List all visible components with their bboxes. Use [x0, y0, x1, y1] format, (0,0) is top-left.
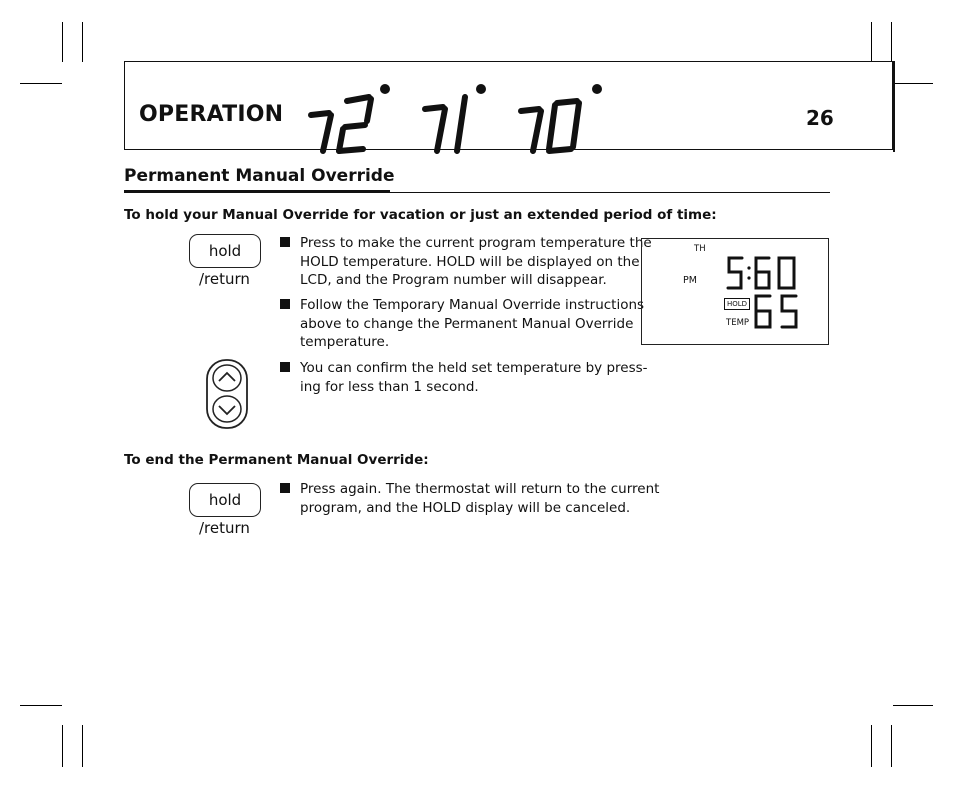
header-reading-72 [311, 97, 371, 151]
return-label: /return [199, 270, 250, 288]
lcd-temperature-digits [750, 291, 806, 333]
bullet-square-icon [280, 362, 290, 372]
page-number: 26 [806, 106, 834, 130]
hold-button[interactable]: hold [189, 234, 261, 268]
header-lcd-graphic [305, 83, 610, 155]
intro-text: To hold your Manual Override for vacation or just an extended period of time: [124, 207, 717, 223]
header-reading-70 [521, 101, 579, 151]
section-title: OPERATION [139, 102, 284, 127]
lcd-meridiem: PM [683, 275, 697, 286]
hold-button[interactable]: hold [189, 483, 261, 517]
header-divider [893, 61, 895, 152]
lcd-hold-tag: HOLD [724, 298, 750, 310]
lcd-day: TH [694, 244, 706, 254]
bullet-square-icon [280, 483, 290, 493]
down-button [213, 396, 241, 422]
subsection-rule [124, 192, 830, 193]
bullet-square-icon [280, 299, 290, 309]
subsection-rule-accent [124, 190, 390, 192]
return-label: /return [199, 519, 250, 537]
end-heading: To end the Permanent Manual Override: [124, 452, 429, 468]
header-reading-71 [425, 97, 465, 151]
lcd-temp-label: TEMP [726, 318, 750, 328]
lcd-display [641, 238, 829, 345]
subsection-title: Permanent Manual Override [124, 166, 395, 186]
up-down-buttons[interactable] [205, 358, 249, 430]
bullet-square-icon [280, 237, 290, 247]
up-button [213, 365, 241, 391]
lcd-time-digits [724, 253, 804, 295]
